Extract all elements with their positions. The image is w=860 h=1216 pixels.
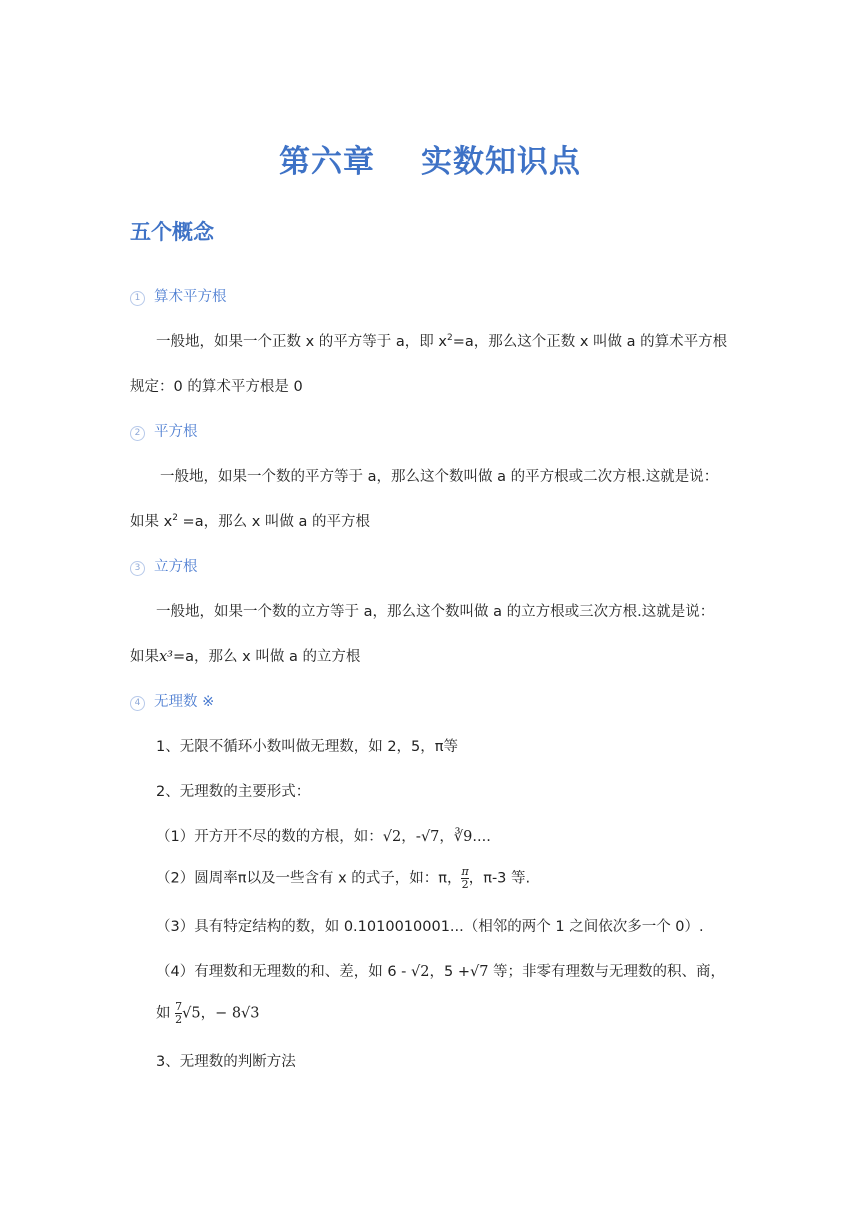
circled-number-4: 4 — [130, 696, 145, 711]
circled-number-2: 2 — [130, 426, 145, 441]
title-chapter: 第六章 — [279, 144, 375, 180]
paragraph-line — [156, 1001, 260, 1026]
math-expression: ∛9 — [453, 829, 473, 845]
fraction — [461, 866, 468, 891]
math-expression: − 8√3 — [215, 1005, 260, 1022]
paragraph-line — [156, 866, 530, 891]
math-expression: √7 — [469, 964, 489, 980]
text-span: （1）开方开不尽的数的方根，如： — [156, 829, 383, 845]
text-span: 如 — [156, 1005, 176, 1022]
text-span: 如果 x — [130, 514, 173, 530]
section-heading: 五个概念 — [130, 220, 214, 244]
text-span: =a，那么 x 叫做 a 的平方根 — [177, 514, 370, 530]
paragraph-line: 3、无理数的判断方法 — [156, 1054, 296, 1070]
circled-number-1: 1 — [130, 291, 145, 306]
text-span: .... — [472, 829, 491, 845]
text-span: 如果 — [130, 649, 159, 665]
math-expression: √2 — [382, 829, 402, 845]
paragraph-line: 1、无限不循环小数叫做无理数，如 2，5，π等 — [156, 739, 459, 755]
fraction-numerator: 7 — [175, 1000, 183, 1013]
paragraph-line: 一般地，如果一个数的平方等于 a，那么这个数叫做 a 的平方根或二次方根.这就是说： — [160, 469, 719, 485]
math-expression: x³ — [159, 649, 173, 665]
fraction-numerator: π — [461, 865, 469, 878]
text-span: ，- — [401, 829, 421, 845]
superscript: 2 — [446, 333, 453, 344]
paragraph-line — [130, 510, 370, 531]
title-topic: 实数知识点 — [421, 144, 581, 180]
text-span: ， — [439, 829, 454, 845]
item-heading-label: 算术平方根 — [154, 289, 227, 305]
text-span: =a，那么 x 叫做 a 的立方根 — [173, 649, 361, 665]
text-span: ，π-3 等. — [468, 870, 531, 887]
item-heading-2 — [130, 420, 198, 441]
fraction-denominator: 2 — [461, 878, 469, 891]
text-span: ，5 + — [429, 964, 470, 980]
paragraph-line — [156, 825, 491, 846]
text-span: =a，那么这个正数 x 叫做 a 的算术平方根 — [452, 334, 728, 350]
math-expression: √7 — [420, 829, 440, 845]
paragraph-line: 一般地，如果一个数的立方等于 a，那么这个数叫做 a 的立方根或三次方根.这就是说： — [156, 604, 715, 620]
paragraph-line — [156, 960, 725, 981]
item-heading-label: 立方根 — [154, 559, 198, 575]
text-span: 一般地，如果一个正数 x 的平方等于 a，即 x — [156, 334, 447, 350]
fraction-denominator: 2 — [175, 1013, 183, 1026]
paragraph-line — [156, 330, 727, 351]
text-span: （4）有理数和无理数的和、差，如 6 - — [156, 964, 412, 980]
paragraph-line: 2、无理数的主要形式： — [156, 784, 311, 800]
text-span: （2）圆周率π以及一些含有 x 的式子，如：π， — [156, 870, 462, 887]
item-heading-3 — [130, 555, 198, 576]
math-expression: √2 — [411, 964, 430, 980]
circled-number-3: 3 — [130, 561, 145, 576]
paragraph-line — [130, 645, 360, 666]
item-heading-4 — [130, 690, 214, 711]
paragraph-line: 规定：0 的算术平方根是 0 — [130, 379, 303, 395]
math-expression: √5 — [182, 1005, 201, 1022]
superscript: 2 — [172, 513, 178, 524]
text-span: ， — [200, 1005, 216, 1022]
page-title — [0, 136, 860, 181]
item-heading-1 — [130, 285, 227, 306]
item-heading-label: 无理数 ※ — [154, 694, 215, 710]
paragraph-line: （3）具有特定结构的数，如 0.1010010001...（相邻的两个 1 之间依次多一个 0）. — [156, 919, 704, 935]
text-span: 等；非零有理数与无理数的积、商， — [488, 964, 726, 980]
item-heading-label: 平方根 — [154, 424, 198, 440]
